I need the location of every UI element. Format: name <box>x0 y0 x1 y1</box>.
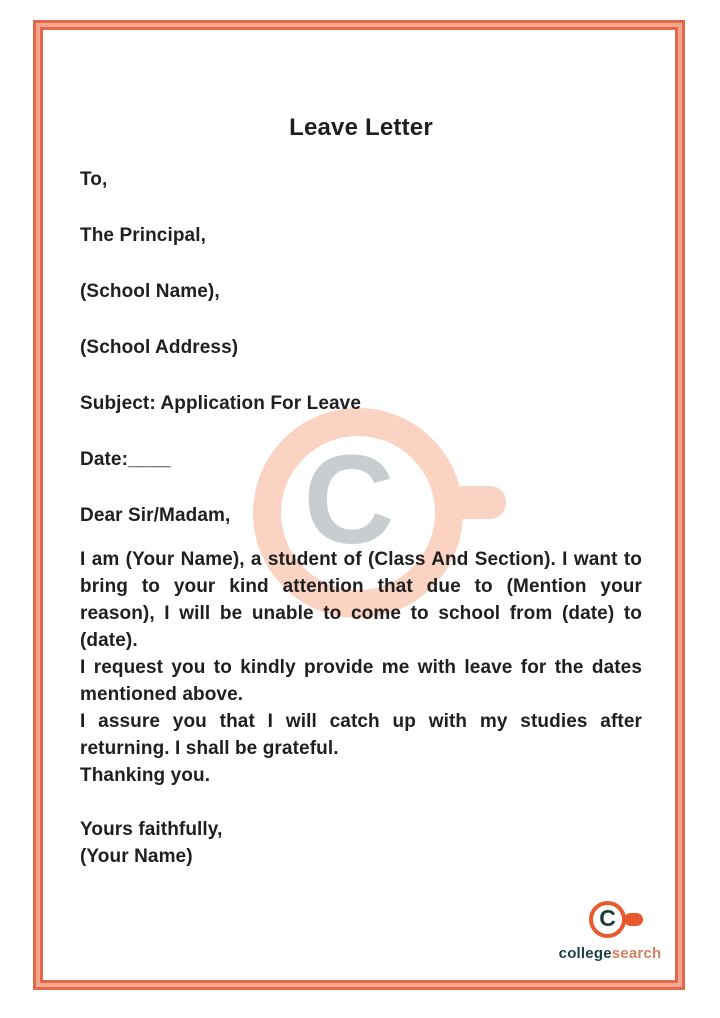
recipient-line-principal: The Principal, <box>80 225 206 246</box>
watermark-c-icon: C <box>303 429 395 570</box>
recipient-line-school-name: (School Name), <box>80 281 220 302</box>
thanking-line: Thanking you. <box>80 765 211 786</box>
signature-line: (Your Name) <box>80 846 193 867</box>
recipient-line-school-address: (School Address) <box>80 337 239 358</box>
logo-c-icon: C <box>599 905 616 931</box>
logo-ring-icon <box>589 901 626 938</box>
date-line: Date:____ <box>80 449 171 470</box>
wordmark-search: search <box>611 945 662 962</box>
salutation-line: Dear Sir/Madam, <box>80 505 231 526</box>
body-paragraph-1: I am (Your Name), a student of (Class And Section). I want to bring to your kind attention that due to (Mention your reason), I will be unable to come to school from (date) to (date). <box>80 549 642 651</box>
subject-line: Subject: Application For Leave <box>80 393 362 414</box>
logo-magnifier-handle-icon <box>624 913 643 926</box>
logo-wordmark <box>540 945 680 963</box>
letter-title: Leave Letter <box>289 114 433 141</box>
body-paragraph-2: I request you to kindly provide me with leave for the dates mentioned above. <box>80 657 642 705</box>
body-paragraph-3: I assure you that I will catch up with my studies after returning. I shall be grateful. <box>80 711 642 759</box>
recipient-line-to: To, <box>80 169 108 190</box>
closing-line: Yours faithfully, <box>80 819 223 840</box>
wordmark-college: college <box>558 945 612 962</box>
